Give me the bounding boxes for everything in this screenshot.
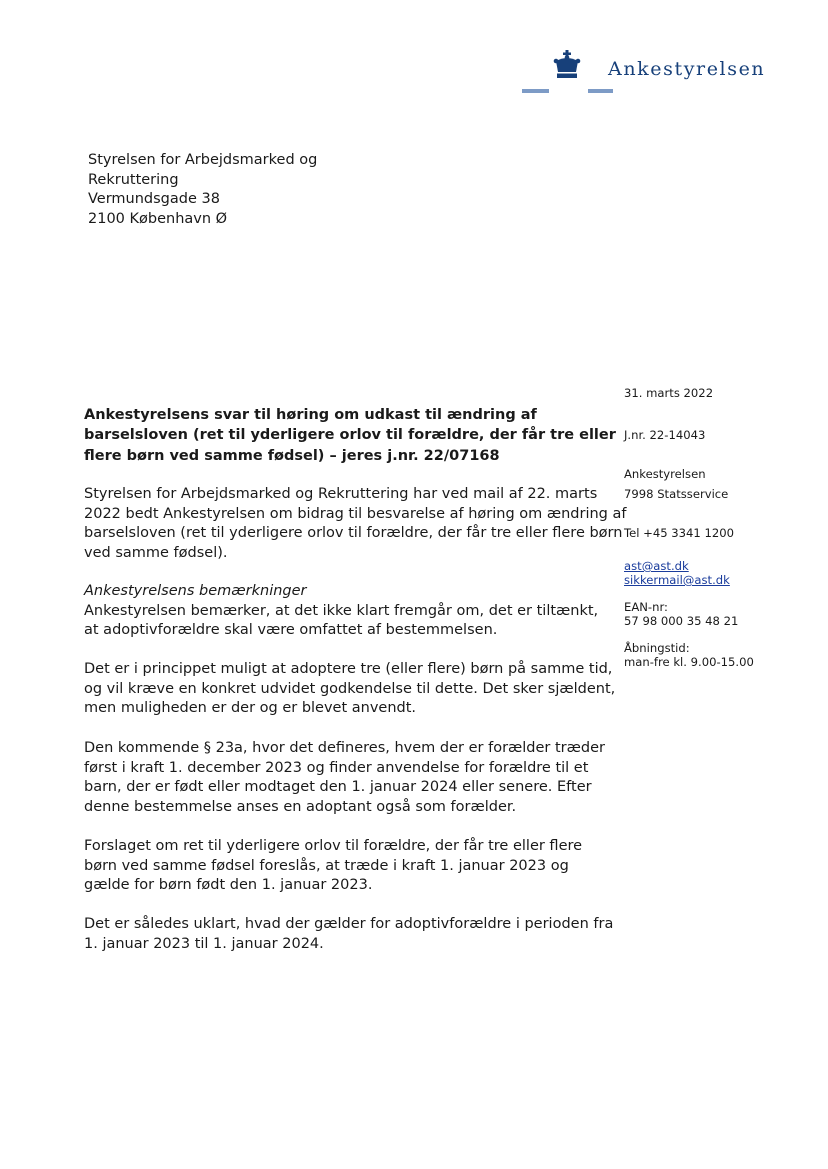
paragraph-line: 1. januar 2023 til 1. januar 2024. (84, 935, 324, 952)
recipient-address (88, 151, 317, 230)
recipient-line: Styrelsen for Arbejdsmarked og (88, 152, 318, 168)
phone-number: Tel +45 3341 1200 (624, 526, 734, 540)
sender-address: 7998 Statsservice (624, 487, 729, 501)
paragraph-line: Det er i princippet muligt at adoptere tre (eller flere) børn på samme tid, (84, 661, 613, 677)
proposal-paragraph (84, 837, 604, 896)
paragraph-line: Det er således uklart, hvad der gælder for adoptivforældre i perioden fra (84, 916, 614, 932)
remarks-section (84, 582, 604, 641)
intro-paragraph (84, 485, 627, 564)
logo-divider-left (522, 89, 549, 93)
recipient-line: Vermundsgade 38 (88, 191, 220, 208)
paragraph-line: Forslaget om ret til yderligere orlov til forældre, der får tre eller flere (84, 838, 583, 854)
recipient-line: 2100 København Ø (88, 211, 228, 228)
paragraph-line: barn, der er født eller modtaget den 1. januar 2024 eller senere. Efter (84, 779, 592, 796)
paragraph-line: barselsloven (ret til yderligere orlov til forældre, der får tre eller flere børn (84, 525, 623, 542)
paragraph-line: ved samme fødsel). (84, 545, 228, 562)
subject-line: flere børn ved samme fødsel) – jeres j.nr. 22/07168 (84, 447, 500, 464)
paragraph-line: denne bestemmelse anses en adoptant også som forælder. (84, 799, 517, 816)
opening-hours-value: man-fre kl. 9.00-15.00 (624, 655, 754, 669)
principle-paragraph (84, 660, 616, 719)
logo-wordmark: Ankestyrelsen (608, 58, 766, 80)
secure-email-link[interactable]: sikkermail@ast.dk (624, 573, 730, 587)
opening-hours-label: Åbningstid: (624, 641, 690, 655)
ean-value: 57 98 000 35 48 21 (624, 614, 739, 628)
paragraph-line: Den kommende § 23a, hvor det defineres, hvem der er forælder træder (84, 740, 605, 756)
sender-name: Ankestyrelsen (624, 467, 706, 481)
journal-number: J.nr. 22-14043 (624, 428, 706, 442)
recipient-line: Rekruttering (88, 171, 179, 188)
paragraph-line: at adoptivforældre skal være omfattet af bestemmelsen. (84, 622, 498, 639)
subject-line: Ankestyrelsens svar til høring om udkast til ændring af (84, 407, 537, 423)
section-heading: Ankestyrelsens bemærkninger (84, 583, 307, 599)
paragraph-line: og vil kræve en konkret udvidet godkendelse til dette. Det sker sjældent, (84, 680, 616, 697)
paragraph-line: 2022 bedt Ankestyrelsen om bidrag til besvarelse af høring om ændring af (84, 505, 627, 522)
paragraph-line: Styrelsen for Arbejdsmarked og Rekruttering har ved mail af 22. marts (84, 486, 598, 502)
subject-line: barselsloven (ret til yderligere orlov til forældre, der får tre eller (84, 427, 616, 444)
letter-subject (84, 405, 616, 466)
ean-label: EAN-nr: (624, 600, 668, 614)
paragraph-line: men muligheden er der og er blevet anvendt. (84, 700, 417, 717)
paragraph-line: Ankestyrelsen bemærker, at det ikke klart fremgår om, det er tiltænkt, (84, 602, 599, 619)
crown-icon (553, 50, 581, 80)
conclusion-paragraph (84, 915, 614, 954)
email-link[interactable]: ast@ast.dk (624, 559, 689, 573)
letter-date: 31. marts 2022 (624, 386, 714, 400)
paragraph-line: børn ved samme fødsel foreslås, at træde i kraft 1. januar 2023 og (84, 857, 569, 874)
section-23a-paragraph (84, 739, 604, 818)
logo-divider-right (588, 89, 613, 93)
paragraph-line: først i kraft 1. december 2023 og finder anvendelse for forældre til et (84, 759, 589, 776)
paragraph-line: gælde for børn født den 1. januar 2023. (84, 877, 373, 894)
